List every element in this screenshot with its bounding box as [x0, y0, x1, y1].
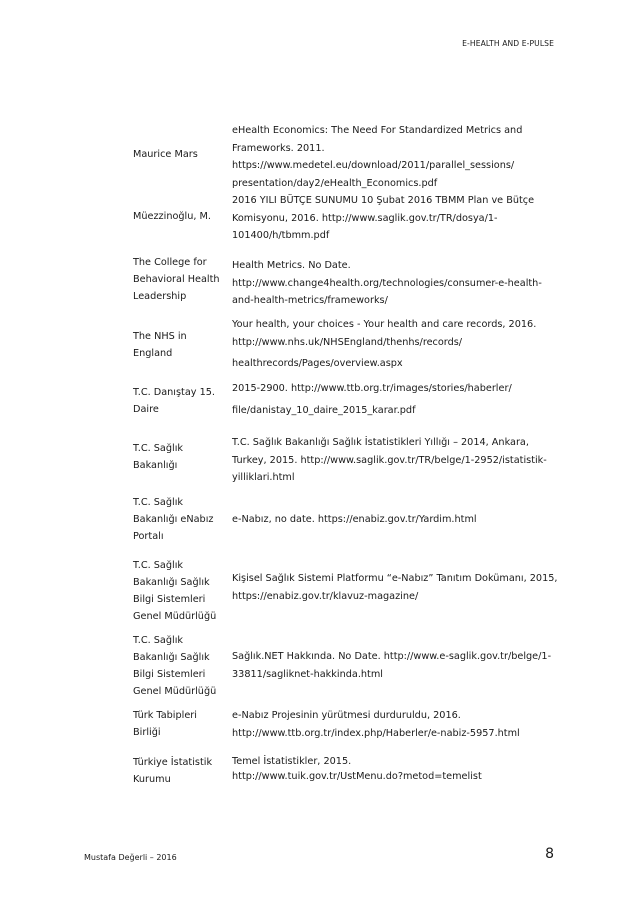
author-line: Müezzinoğlu, M.: [133, 211, 211, 222]
author-line: England: [133, 348, 173, 359]
citation-line: e-Nabız, no date. https://enabiz.gov.tr/Yardim.html: [232, 514, 477, 525]
author-line: Birliği: [133, 727, 161, 738]
citation-line: Health Metrics. No Date.: [232, 260, 351, 271]
author-line: Bakanlığı Sağlık: [133, 577, 210, 588]
citation-line: Kişisel Sağlık Sistemi Platformu “e-Nabız” Tanıtım Dokümanı, 2015,: [232, 573, 558, 584]
author-line: Genel Müdürlüğü: [133, 686, 217, 697]
citation-line: healthrecords/Pages/overview.aspx: [232, 358, 403, 370]
page-number: 8: [545, 846, 554, 862]
author-line: Behavioral Health: [133, 274, 220, 285]
reference-citation: [232, 257, 559, 310]
citation-line: 2015-2900. http://www.ttb.org.tr/images/stories/haberler/: [232, 383, 512, 394]
author-line: Bilgi Sistemleri: [133, 594, 206, 605]
author-line: Türkiye İstatistik: [133, 757, 213, 768]
author-line: Bilgi Sistemleri: [133, 669, 206, 680]
citation-line: Frameworks. 2011.: [232, 142, 325, 154]
author-line: Leadership: [133, 291, 187, 302]
citation-line: T.C. Sağlık Bakanlığı Sağlık İstatistikleri Yıllığı – 2014, Ankara,: [232, 437, 529, 448]
reference-author: [133, 632, 225, 700]
citation-line: file/danistay_10_daire_2015_karar.pdf: [232, 404, 416, 416]
reference-citation: [232, 380, 559, 419]
reference-citation: [232, 434, 559, 487]
reference-author: [133, 208, 225, 225]
author-line: T.C. Danıştay 15.: [133, 387, 215, 398]
citation-line: https://www.medetel.eu/download/2011/parallel_sessions/: [232, 160, 515, 172]
author-line: Maurice Mars: [133, 149, 198, 160]
reference-author: [133, 754, 225, 788]
author-line: The College for: [133, 257, 207, 268]
reference-author: [133, 440, 225, 474]
citation-line: 33811/sagliknet-hakkinda.html: [232, 668, 383, 680]
footer-author: Mustafa Değerli – 2016: [84, 853, 177, 862]
citation-line: http://www.nhs.uk/NHSEngland/thenhs/records/: [232, 336, 463, 348]
citation-line: and-health-metrics/frameworks/: [232, 295, 388, 307]
reference-citation: [232, 192, 559, 245]
citation-line: Turkey, 2015. http://www.saglik.gov.tr/TR/belge/1-2952/istatistik-: [232, 454, 547, 466]
author-line: Portalı: [133, 531, 164, 542]
reference-citation: [232, 511, 559, 529]
citation-line: eHealth Economics: The Need For Standardized Metrics and: [232, 125, 523, 136]
reference-author: [133, 384, 225, 418]
citation-line: Your health, your choices - Your health and care records, 2016.: [232, 319, 537, 330]
author-line: T.C. Sağlık: [133, 635, 183, 646]
citation-line: http://www.ttb.org.tr/index.php/Haberler/e-nabiz-5957.html: [232, 727, 520, 739]
author-line: Bakanlığı: [133, 460, 178, 471]
citation-line: Sağlık.NET Hakkında. No Date. http://www.e-saglik.gov.tr/belge/1-: [232, 651, 552, 662]
author-line: Kurumu: [133, 774, 171, 785]
reference-citation: [232, 754, 559, 784]
author-line: Daire: [133, 404, 159, 415]
author-line: Genel Müdürlüğü: [133, 611, 217, 622]
author-line: The NHS in: [133, 331, 187, 342]
citation-line: e-Nabız Projesinin yürütmesi durduruldu, 2016.: [232, 710, 461, 721]
citation-line: 2016 YILI BÜTÇE SUNUMU 10 Şubat 2016 TBMM Plan ve Bütçe: [232, 195, 535, 206]
citation-line: Temel İstatistikler, 2015.: [232, 756, 352, 767]
reference-author: [133, 557, 225, 625]
reference-author: [133, 146, 225, 163]
citation-line: presentation/day2/eHealth_Economics.pdf: [232, 177, 438, 189]
reference-author: [133, 707, 225, 741]
reference-author: [133, 494, 225, 545]
author-line: T.C. Sağlık: [133, 443, 183, 454]
reference-author: [133, 328, 225, 362]
reference-citation: [232, 316, 559, 373]
author-line: Türk Tabipleri: [133, 710, 197, 721]
author-line: T.C. Sağlık: [133, 497, 183, 508]
citation-line: https://enabiz.gov.tr/klavuz-magazine/: [232, 590, 419, 602]
running-head: E-HEALTH AND E-PULSE: [462, 39, 554, 48]
author-line: Bakanlığı Sağlık: [133, 652, 210, 663]
reference-citation: [232, 707, 559, 742]
reference-citation: [232, 570, 559, 605]
citation-line: http://www.change4health.org/technologies/consumer-e-health-: [232, 277, 542, 289]
citation-line: Komisyonu, 2016. http://www.saglik.gov.tr/TR/dosya/1-: [232, 212, 498, 224]
author-line: T.C. Sağlık: [133, 560, 183, 571]
reference-author: [133, 254, 225, 305]
author-line: Bakanlığı eNabız: [133, 514, 214, 525]
reference-citation: [232, 122, 559, 192]
citation-line: http://www.tuik.gov.tr/UstMenu.do?metod=temelist: [232, 771, 482, 782]
reference-citation: [232, 648, 559, 683]
citation-line: 101400/h/tbmm.pdf: [232, 230, 330, 242]
citation-line: yilliklari.html: [232, 472, 295, 484]
